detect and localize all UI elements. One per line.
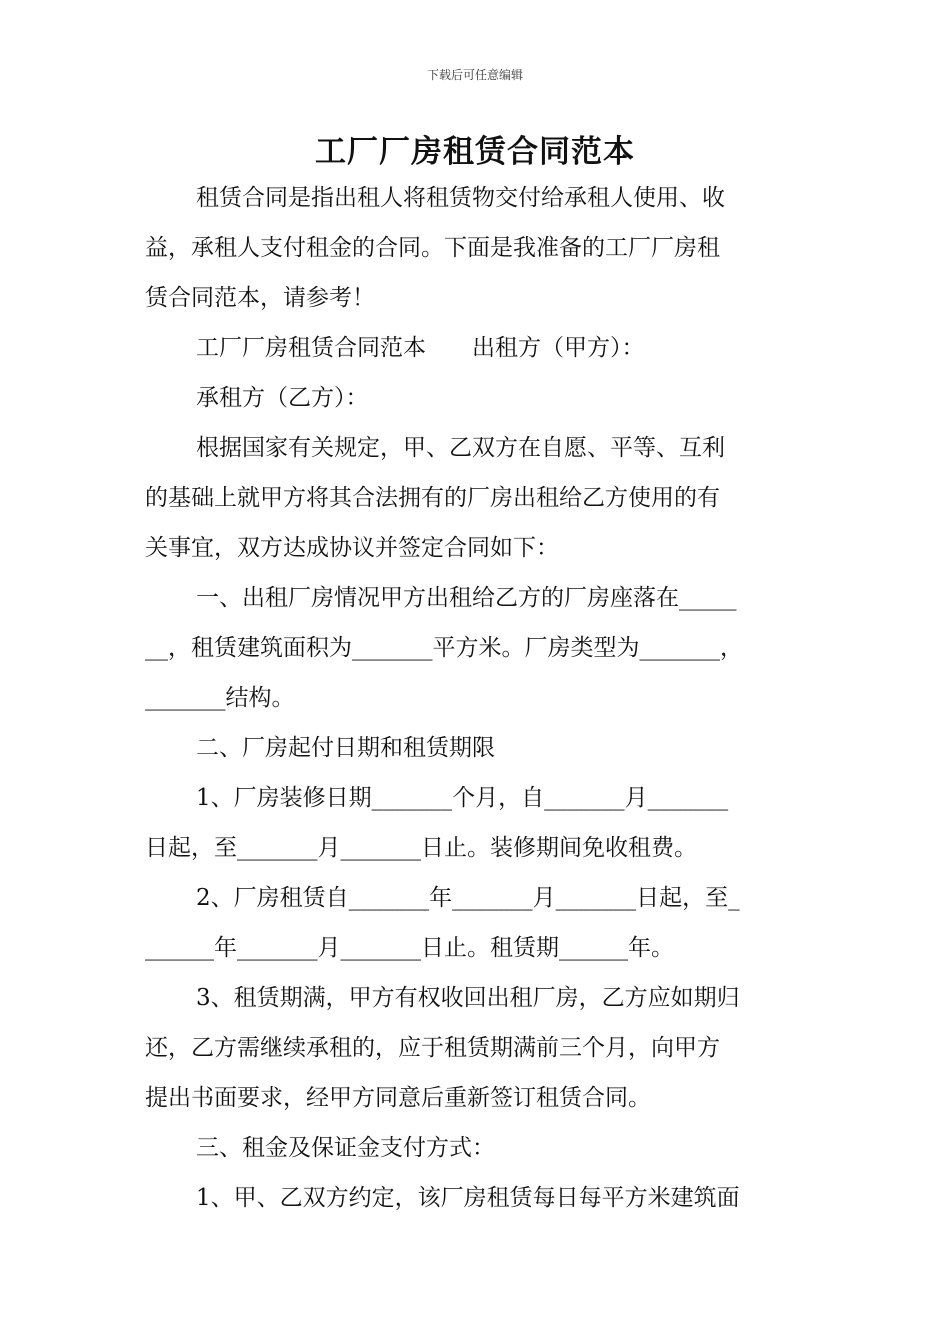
paragraph-line: 1、甲、乙双方约定，该厂房租赁每日每平方米建筑面 <box>196 1185 740 1211</box>
document-title: 工厂厂房租赁合同范本 <box>315 134 635 170</box>
paragraph-line: 提出书面要求，经甲方同意后重新签订租赁合同。 <box>145 1085 651 1111</box>
paragraph-line: 日起，至_______月_______日止。装修期间免收租费。 <box>145 835 697 861</box>
paragraph-line: 工厂厂房租赁合同范本 出租方（甲方）： <box>196 335 645 361</box>
paragraph-line: _______结构。 <box>145 685 295 711</box>
paragraph-line: 一、出租厂房情况甲方出租给乙方的厂房座落在_____ <box>196 585 737 611</box>
paragraph-line: 承租方（乙方）： <box>196 385 369 411</box>
paragraph-line: 2、厂房租赁自_______年_______月_______日起，至_ <box>196 885 740 911</box>
paragraph-line: 还，乙方需继续承租的，应于租赁期满前三个月，向甲方 <box>145 1035 720 1061</box>
paragraph-line: 二、厂房起付日期和租赁期限 <box>196 735 495 761</box>
paragraph-line: __，租赁建筑面积为_______平方米。厂房类型为_______， <box>145 635 743 661</box>
paragraph-line: 关事宜，双方达成协议并签定合同如下： <box>145 535 559 561</box>
paragraph-line: ______年_______月_______日止。租赁期______年。 <box>145 935 674 961</box>
paragraph-line: 的基础上就甲方将其合法拥有的厂房出租给乙方使用的有 <box>145 485 720 511</box>
page-header: 下载后可任意编辑 <box>426 68 523 82</box>
paragraph-line: 3、租赁期满，甲方有权收回出租厂房，乙方应如期归 <box>196 985 740 1011</box>
paragraph-line: 赁合同范本，请参考！ <box>145 285 375 311</box>
paragraph-line: 根据国家有关规定，甲、乙双方在自愿、平等、互利 <box>196 435 725 461</box>
paragraph-line: 租赁合同是指出租人将租赁物交付给承租人使用、收 <box>196 185 725 211</box>
paragraph-line: 益，承租人支付租金的合同。下面是我准备的工厂厂房租 <box>145 235 720 261</box>
paragraph-line: 三、租金及保证金支付方式： <box>196 1135 495 1161</box>
paragraph-line: 1、厂房装修日期_______个月，自_______月_______ <box>196 785 729 811</box>
